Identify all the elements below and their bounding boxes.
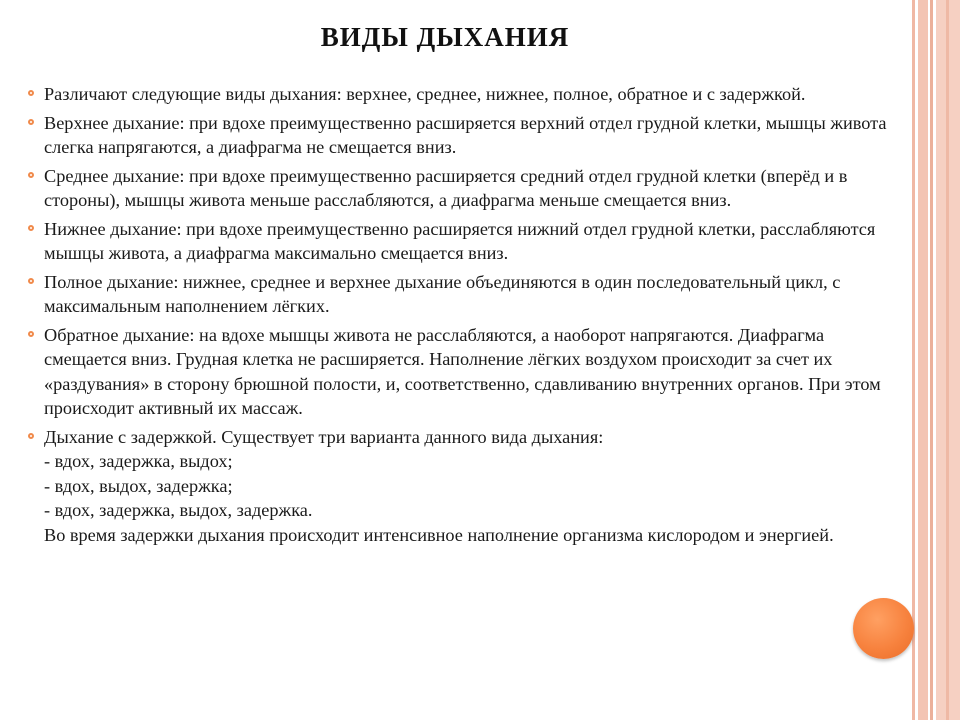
breath-hold-variant: - вдох, задержка, выдох; <box>44 451 233 471</box>
decorative-stripe <box>930 0 933 720</box>
bullet-text: Нижнее дыхание: при вдохе преимущественно расширяется нижний отдел грудной клетки, расслабляются мышцы живота, а диафрагма максимально смещается вниз. <box>44 218 876 263</box>
bullet-list <box>28 82 890 551</box>
bullet-text: Среднее дыхание: при вдохе преимущественно расширяется средний отдел грудной клетки (вперёд и в стороны), мышцы живота меньше расслабляются, а диафрагма меньше смещается вниз. <box>44 165 848 210</box>
bullet-circle-icon <box>28 90 34 96</box>
bullet-text: Верхнее дыхание: при вдохе преимущественно расширяется верхний отдел грудной клетки, мышцы живота слегка напрягаются, а диафрагма не смещается вниз. <box>44 112 887 157</box>
bullet-circle-icon <box>28 278 34 284</box>
bullet-item <box>28 82 890 107</box>
bullet-circle-icon <box>28 172 34 178</box>
bullet-text: Полное дыхание: нижнее, среднее и верхнее дыхание объединяются в один последовательный цикл, с максимальным наполнением лёгких. <box>44 271 841 316</box>
bullet-circle-icon <box>28 119 34 125</box>
breath-hold-variant: - вдох, задержка, выдох, задержка. <box>44 500 313 520</box>
bullet-item <box>28 323 890 421</box>
bullet-item <box>28 111 890 160</box>
bullet-item <box>28 270 890 319</box>
bullet-circle-icon <box>28 225 34 231</box>
bullet-item <box>28 164 890 213</box>
decorative-orb-icon <box>853 598 914 659</box>
bullet-item <box>28 425 890 548</box>
breath-hold-outro: Во время задержки дыхания происходит интенсивное наполнение организма кислородом и энергией. <box>44 524 834 545</box>
bullet-item <box>28 217 890 266</box>
decorative-stripe <box>946 0 949 720</box>
breath-hold-variant: - вдох, выдох, задержка; <box>44 475 233 496</box>
bullet-circle-icon <box>28 331 34 337</box>
slide-title: ВИДЫ ДЫХАНИЯ <box>320 22 570 52</box>
bullet-text: Обратное дыхание: на вдохе мышцы живота не расслабляются, а наоборот напрягаются. Диафрагма смещается вниз. Грудная клетка не расширяется. Наполнение лёгких воздухом происходит за счет их «раздувания» в сторону брюшной полости, и, соответственно, сдавливанию внутренних органов. При этом происходит активный их массаж. <box>44 324 881 418</box>
decorative-stripe <box>912 0 915 720</box>
breath-hold-intro: Дыхание с задержкой. Существует три варианта данного вида дыхания: <box>44 426 604 447</box>
bullet-text: Различают следующие виды дыхания: верхнее, среднее, нижнее, полное, обратное и с задержкой. <box>44 84 806 104</box>
decorative-stripe <box>918 0 928 720</box>
bullet-circle-icon <box>28 433 34 439</box>
